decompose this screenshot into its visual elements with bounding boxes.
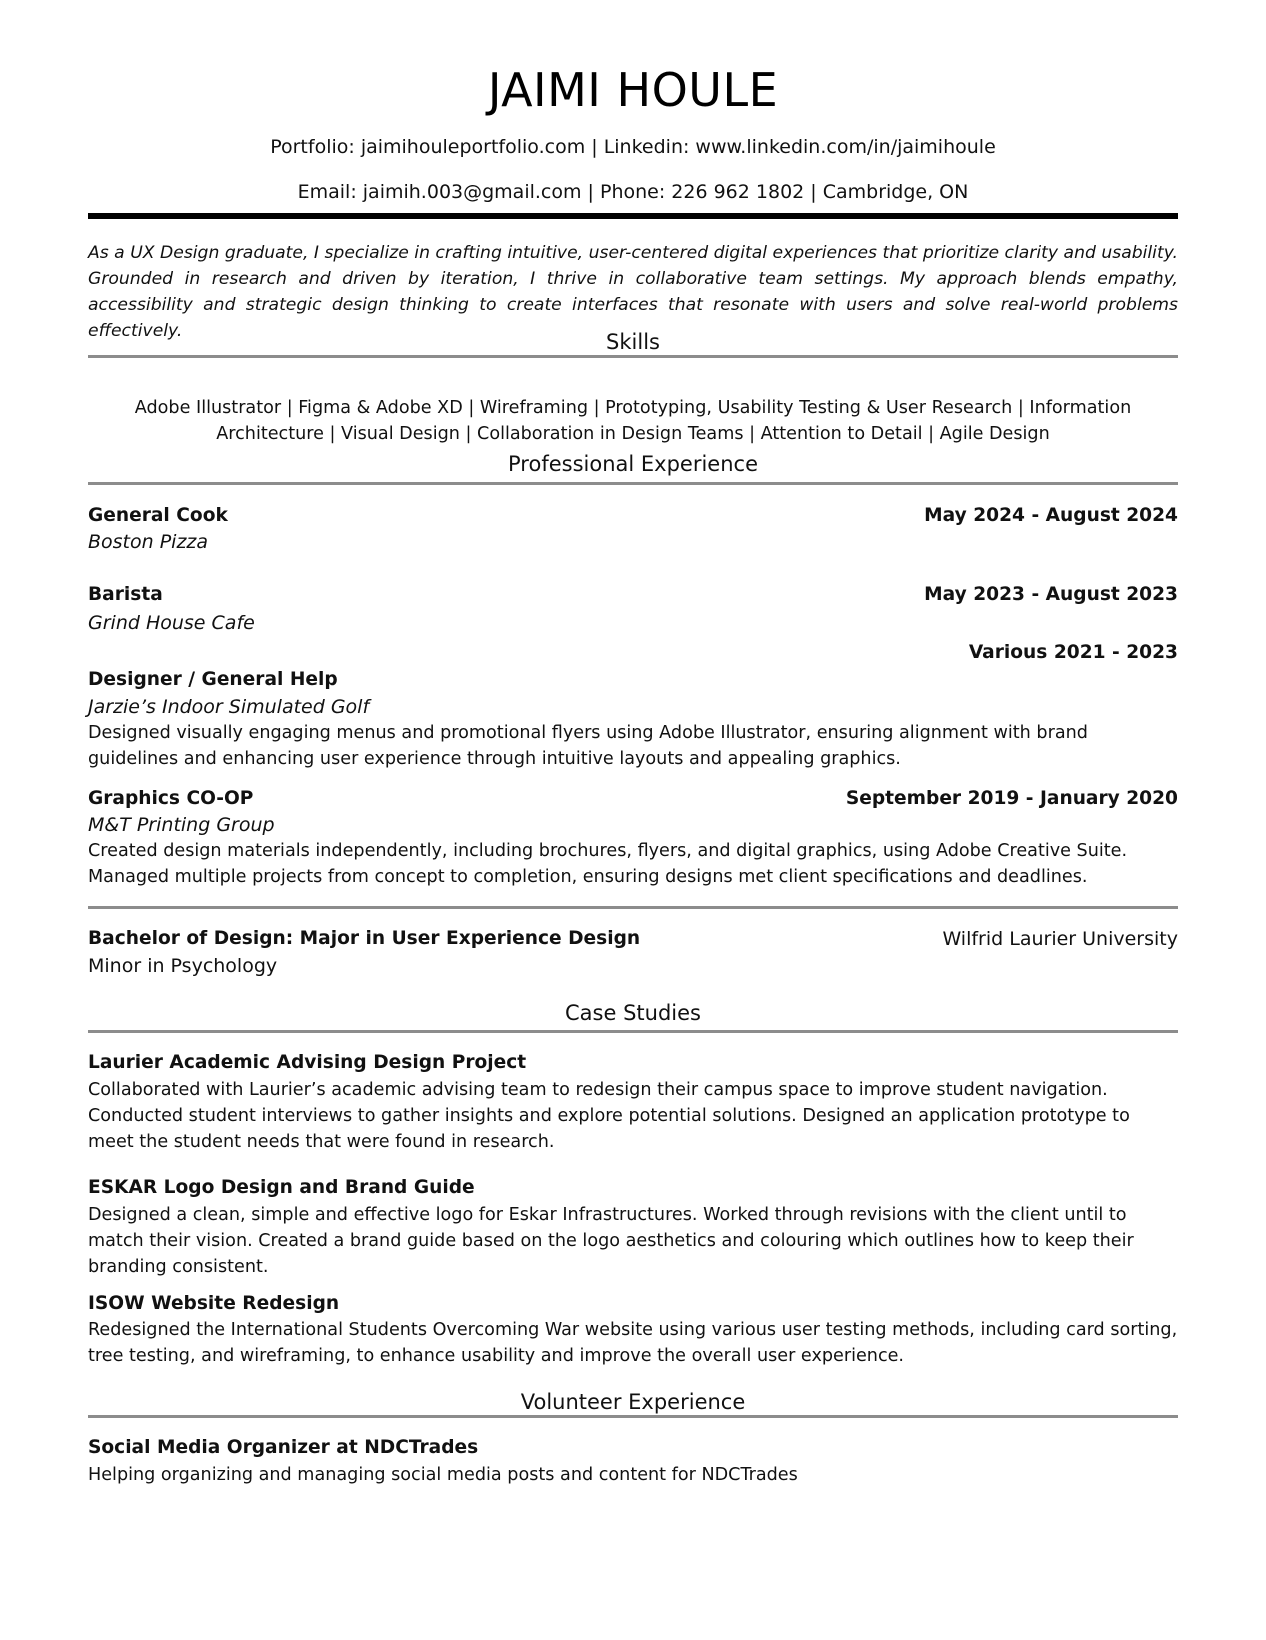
case-study-description: Redesigned the International Students Overcoming War website using various user testing methods, including card sorting, tree testing, and wireframing, to enhance usability and improve the overall user experience. (88, 1320, 1178, 1366)
education-minor: Minor in Psychology (88, 955, 278, 977)
job-dates: May 2023 - August 2023 (924, 584, 1178, 605)
case-study-description: Collaborated with Laurier’s academic advising team to redesign their campus space to improve student navigation. Conducted student interviews to gather insights and explore potential solutions. Designed an application prototype to meet the student needs that were found in research. (88, 1080, 1130, 1152)
job-dates: Various 2021 - 2023 (968, 642, 1178, 663)
case-study-title (88, 1177, 1178, 1198)
skills-list: Adobe Illustrator | Figma & Adobe XD | Wireframing | Prototyping, Usability Testing & User Research | Information Architecture | Visual Design | Collaboration in Design Teams | Attention to Detail | Agile Design (134, 398, 1132, 444)
case-study-description: Designed a clean, simple and effective logo for Eskar Infrastructures. Worked through revisions with the client until to match their vision. Created a brand guide based on the logo aesthetics and colouring which outlines how to keep their branding consistent. (88, 1205, 1134, 1277)
case-study-title (88, 1052, 1178, 1073)
case-study-name: Laurier Academic Advising Design Project (88, 1052, 527, 1073)
volunteer-divider (88, 1415, 1178, 1418)
education-entry (88, 928, 1178, 950)
skills-divider (88, 355, 1178, 358)
job-dates: May 2024 - August 2024 (924, 505, 1178, 526)
experience-heading: Professional Experience (508, 452, 758, 476)
candidate-name: JAIMI HOULE (487, 63, 779, 117)
contact-line-portfolio: Portfolio: jaimihouleportfolio.com | Linkedin: www.linkedin.com/in/jaimihoule (270, 136, 996, 158)
job-company: M&T Printing Group (88, 814, 275, 836)
job-description: Designed visually engaging menus and promotional flyers using Adobe Illustrator, ensuring alignment with brand guidelines and enhancing user experience through intuitive layouts and appealing graphics. (88, 723, 1088, 769)
summary-paragraph: As a UX Design graduate, I specialize in crafting intuitive, user-centered digital experiences that prioritize clarity and usability. Grounded in research and driven by iteration, I thrive in collaborative team settings. My approach blends empathy, accessibility and strategic design thinking to create interfaces that resonate with users and solve real-world problems effectively. (88, 243, 1178, 341)
case-study-title (88, 1293, 1178, 1314)
volunteer-role: Social Media Organizer at NDCTrades (88, 1437, 479, 1458)
header-divider (88, 213, 1178, 219)
job-description: Created design materials independently, including brochures, flyers, and digital graphics, using Adobe Creative Suite. Managed multiple projects from concept to completion, ensuring designs met client specifications and deadlines. (88, 841, 1128, 887)
case-study-name: ISOW Website Redesign (88, 1293, 340, 1314)
degree-title: Bachelor of Design: Major in User Experience Design (88, 928, 641, 949)
job-entry-header (88, 788, 1178, 809)
job-role: Designer / General Help (88, 669, 338, 690)
volunteer-entry (88, 1437, 1178, 1458)
job-entry-header (88, 669, 1178, 690)
job-dates: September 2019 - January 2020 (845, 788, 1178, 809)
volunteer-description: Helping organizing and managing social media posts and content for NDCTrades (88, 1465, 798, 1485)
case-studies-divider (88, 1030, 1178, 1033)
job-role: Barista (88, 584, 163, 605)
job-entry-header (88, 584, 1178, 605)
job-role: General Cook (88, 505, 228, 526)
education-divider (88, 906, 1178, 909)
case-studies-heading: Case Studies (565, 1001, 701, 1025)
job-company: Grind House Cafe (88, 612, 255, 634)
school-name: Wilfrid Laurier University (942, 928, 1178, 950)
experience-divider (88, 482, 1178, 485)
volunteer-heading: Volunteer Experience (520, 1390, 746, 1414)
job-company: Jarzie’s Indoor Simulated Golf (88, 696, 370, 718)
job-role: Graphics CO-OP (88, 788, 254, 809)
skills-heading: Skills (606, 330, 660, 354)
contact-line-email: Email: jaimih.003@gmail.com | Phone: 226 962 1802 | Cambridge, ON (297, 181, 969, 203)
case-study-name: ESKAR Logo Design and Brand Guide (88, 1177, 475, 1198)
job-entry-header (88, 505, 1178, 526)
job-company: Boston Pizza (88, 531, 209, 553)
